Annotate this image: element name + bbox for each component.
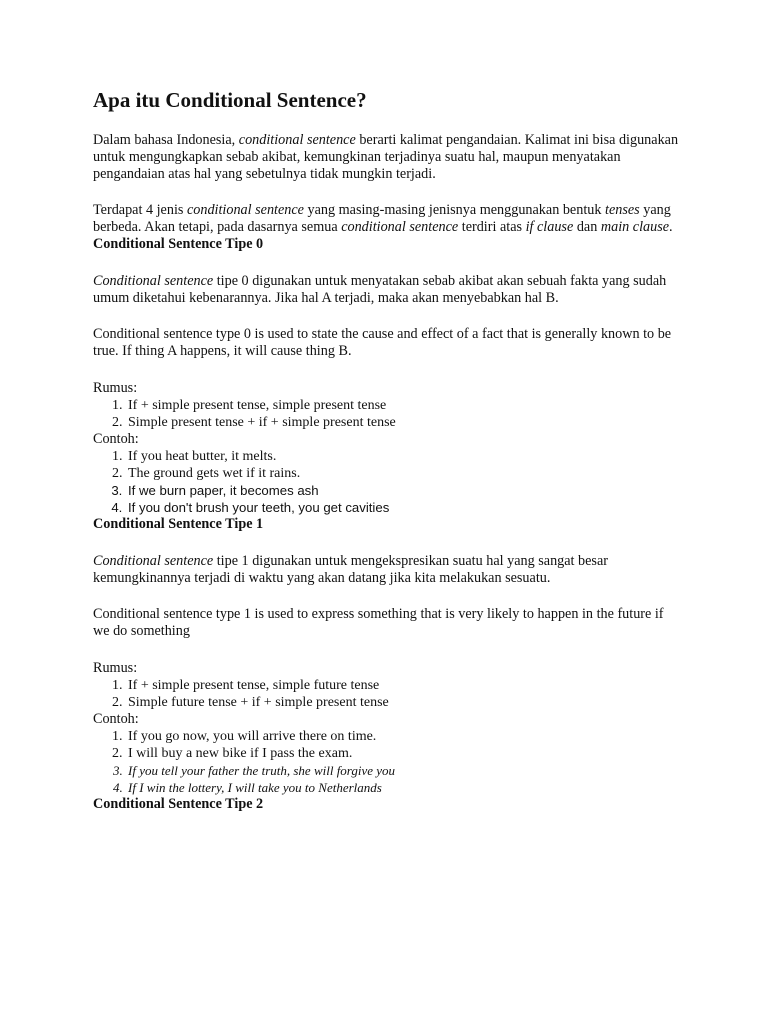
tipe-1-description-english: Conditional sentence type 1 is used to express something that is very likely to happen in the future if we do something xyxy=(93,606,664,639)
text-run: berarti kalimat pengandaian. Kalimat ini bisa digunakan untuk mengungkapkan sebab akibat, kemungkinan terjadinya suatu hal, maupun menyatakan pengandaian atas hal yang sebetulnya tidak mungkin terjadi. xyxy=(93,132,679,182)
text-run: Dalam bahasa Indonesia, xyxy=(93,132,239,148)
text-run: Terdapat 4 jenis xyxy=(93,202,187,218)
italic-term: Conditional sentence xyxy=(93,553,214,569)
section-heading-tipe-0: Conditional Sentence Tipe 0 xyxy=(93,236,264,252)
tipe-0-contoh-list xyxy=(93,448,683,516)
text-run: dan xyxy=(573,219,601,235)
tipe-1-rumus-list xyxy=(93,677,683,711)
document-body xyxy=(93,86,683,813)
tipe-0-rumus-list xyxy=(93,397,683,431)
intro-paragraph-1 xyxy=(93,132,683,183)
italic-term: Conditional sentence xyxy=(93,273,214,289)
list-item: 3. If you tell your father the truth, she will forgive you xyxy=(126,762,683,779)
list-item: 2. I will buy a new bike if I pass the exam. xyxy=(126,745,683,762)
list-item: 1. If you heat butter, it melts. xyxy=(126,448,683,465)
list-item: 1. If you go now, you will arrive there on time. xyxy=(126,728,683,745)
italic-term: main clause xyxy=(600,219,670,235)
tipe-0-description xyxy=(93,273,683,307)
tipe-1-rumus-label: Rumus: xyxy=(93,660,138,676)
text-run: terdiri atas xyxy=(458,219,526,235)
list-item: 1. If + simple present tense, simple future tense xyxy=(126,677,683,694)
italic-term: conditional sentence xyxy=(238,132,356,148)
text-run: tipe 1 digunakan untuk mengekspresikan suatu hal yang sangat besar kemungkinannya terjadi di waktu yang akan datang jika kita melakukan sesuatu. xyxy=(93,553,608,586)
tipe-0-rumus-label: Rumus: xyxy=(93,380,138,396)
italic-term: conditional sentence xyxy=(186,202,304,218)
italic-term: tenses xyxy=(605,202,640,218)
text-run: tipe 0 digunakan untuk menyatakan sebab akibat akan sebuah fakta yang sudah umum diketahui kebenarannya. Jika hal A terjadi, maka akan menyebabkan hal B. xyxy=(93,273,667,306)
list-item: 2. The ground gets wet if it rains. xyxy=(126,465,683,482)
text-run: yang berbeda. Akan tetapi, pada dasarnya semua xyxy=(93,202,671,235)
italic-term: conditional sentence xyxy=(341,219,459,235)
tipe-1-contoh-list xyxy=(93,728,683,796)
text-run: yang masing-masing jenisnya menggunakan bentuk xyxy=(303,202,605,218)
tipe-0-contoh-label: Contoh: xyxy=(93,431,139,447)
page-title: Apa itu Conditional Sentence? xyxy=(93,88,367,112)
tipe-1-description xyxy=(93,553,683,587)
intro-paragraph-2 xyxy=(93,202,683,236)
list-item: 1. If + simple present tense, simple present tense xyxy=(126,397,683,414)
list-item: 2. Simple present tense + if + simple present tense xyxy=(126,414,683,431)
section-heading-tipe-1: Conditional Sentence Tipe 1 xyxy=(93,516,264,532)
list-item: 2. Simple future tense + if + simple present tense xyxy=(126,694,683,711)
list-item: 4. If I win the lottery, I will take you to Netherlands xyxy=(126,779,683,796)
list-item: 3. If we burn paper, it becomes ash xyxy=(126,482,683,499)
italic-term: if clause xyxy=(525,219,574,235)
tipe-1-contoh-label: Contoh: xyxy=(93,711,139,727)
section-heading-tipe-2: Conditional Sentence Tipe 2 xyxy=(93,796,264,812)
list-item: 4. If you don't brush your teeth, you get cavities xyxy=(126,499,683,516)
tipe-0-description-english: Conditional sentence type 0 is used to state the cause and effect of a fact that is generally known to be true. If thing A happens, it will cause thing B. xyxy=(93,326,672,359)
text-run: . xyxy=(669,219,673,235)
